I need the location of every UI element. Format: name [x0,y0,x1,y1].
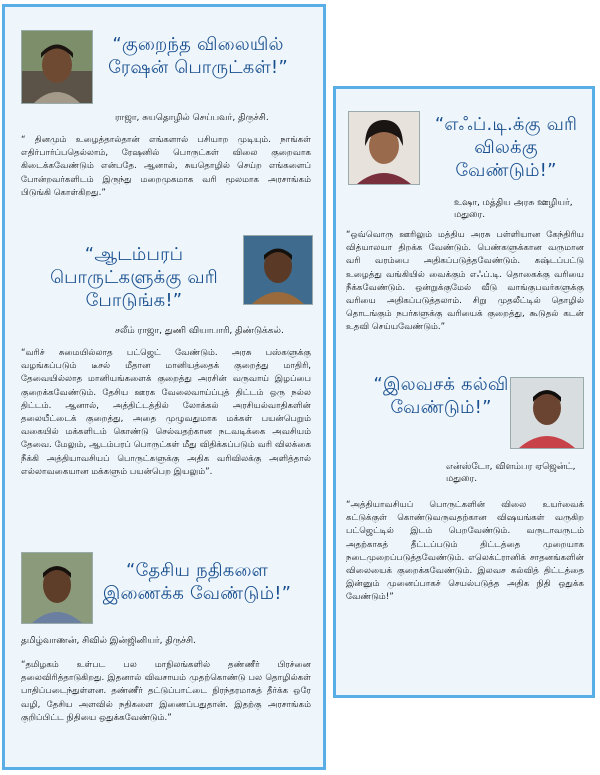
article-1-byline: ராஜா, சுயதொழில் செய்பவர், திருச்சி. [115,113,269,123]
raja-photo [21,30,93,104]
article-3-body: “தமிழகம் உள்பட பல மாநிலங்களில் தண்ணீர் பிரச்னை தலைவிரித்தாடுகிறது. இதனால் விவசாயம் முதற்கொண்டு பல தொழில்கள் பாதிப்படைந்துள்ளன. தண்ணீர் தட்டுப்பாட்டை நிரந்தரமாகத் தீர்க்க ஒரே வழி, தேசிய அளவில் நதிகளை இணைப்பதுதான். இதற்கு அரசாங்கம் குறிப்பிட்ட நிதியை ஒதுக்கவேண்டும்.” [21,660,311,723]
article-1-body: “ தினமும் உழைத்தால்தான் எங்களால் பசியாற முடியும். நாங்கள் எதிர்பார்ப்பதெல்லாம், ரேஷனில் பொருட்கள் விலை குறைவாக கிடைக்கவேண்டும் என்பதே. ஆனால், சுயதொழில் செய்ற எங்களைப் போன்றவர்களிடம் இருந்து மறைமுகமாக வரி மூலமாக அரசாங்கம் பிடுங்கி கொள்கிறது.” [21,135,311,198]
article-2-heading: “ஆடம்பரப் பொருட்களுக்கு வரி போடுங்க!” [50,244,218,311]
article-5-byline: என்ஸ்டோ, விளம்பர ஏஜென்ட், மதுரை. [446,462,576,484]
article-4-byline: உஷா, மத்திய அரசு ஊழியர், மதுரை. [454,198,573,220]
article-4-body: “ஒவ்வொரு ஊரிலும் மத்திய அரசு பள்ளியான கேந்திரிய வித்யாலயா திறக்க வேண்டும். பெண்களுக்கான வருமான வரி வரம்பை அதிகப்படுத்தவேண்டும். கஷ்டப்பட்டு உழைத்து வங்கியில் வைக்கும் எஃப்.டி. தொகைக்கு வரியை நீக்கவேண்டும். ஒன்றுக்குமேல் வீடு வாங்குபவர்களுக்கு வரியை அதிகப்படுத்தலாம். சிறு முதலீட்டில் தொழில் தொடங்கும் நபர்களுக்கு வரியைக் குறைத்து, கூடுதல் கடன் உதவி செய்யவேண்டும்.” [346,230,584,333]
article-3-byline: தமிழ்வாணன், சிவில் இன்ஜினியர், திருச்சி. [21,636,196,646]
article-4-heading: “எஃப்.டி.க்கு வரி விலக்கு வேண்டும்!” [434,114,578,181]
ensto-photo [510,377,584,449]
saleem-raja-photo [243,235,313,305]
article-5-heading: “இலவசக் கல்வி வேண்டும்!” [373,374,509,418]
usha-photo [348,111,420,185]
tamilvanan-photo [21,552,93,624]
article-2-byline: சலீம் ராஜா, துணி வியாபாரி, திண்டுக்கல். [115,326,284,336]
left-panel [2,4,326,770]
article-1-heading: “குறைந்த விலையில் ரேஷன் பொருட்கள்!” [108,34,288,78]
article-2-body: “வரிச் சுமையில்லாத பட்ஜெட் வேண்டும். அரசு பஸ்களுக்கு வழங்கப்படும் டீசல் மீதான மானியத்தைக் குறைத்து மாதிரி, தேவையில்லாத மானியங்களைக் குறைத்து அரசின் வருவாய் இழப்பை குறைக்கவேண்டும். தேசிய ஊரக வேலைவாய்ப்புத் திட்டம் ஒரு நல்ல திட்டம். ஆனால், அத்திட்டத்தில் லோக்கல் அரசியல்வாதிகளின் தலையீட்டைக் குறைத்து, அதை முழுவதுமாக மக்கள் பயன்பெறும் வகையில் மக்களிடம் கொண்டு செல்வதற்கான நடவடிக்கை அவசியம் தேவை. மேலும், ஆடம்பரப் பொருட்கள் மீது விதிக்கப்படும் வரி விலக்கை நீக்கி அத்தியாவசியப் பொருட்களுக்கு அதிக வரிவிலக்கு அளித்தால் எல்லாவகையான மக்களும் பயன்பெற இயலும்”. [21,348,311,477]
right-panel [333,86,595,698]
article-3-heading: “தேசிய நதிகளை இணைக்க வேண்டும்!” [102,560,292,604]
article-5-body: “அத்தியாவசியப் பொருட்களின் விலை உயர்வைக் கட்டுக்குள் கொண்டுவருவதற்கான விஷயங்கள் வருகிற பட்ஜெட்டில் இடம் பெறவேண்டும். வருடாவருடம் அதற்காகத் தீட்டப்படும் திட்டத்தை முறையாக நடைமுறைப்படுத்தவேண்டும். எலெக்ட்ரானிக் சாதனங்களின் விலையைக் குறைக்கவேண்டும். இலவச கல்வித் திட்டத்தை இன்னும் முனைப்பாகச் செயல்படுத்த அதிக நிதி ஒதுக்க வேண்டும்!” [346,500,584,603]
